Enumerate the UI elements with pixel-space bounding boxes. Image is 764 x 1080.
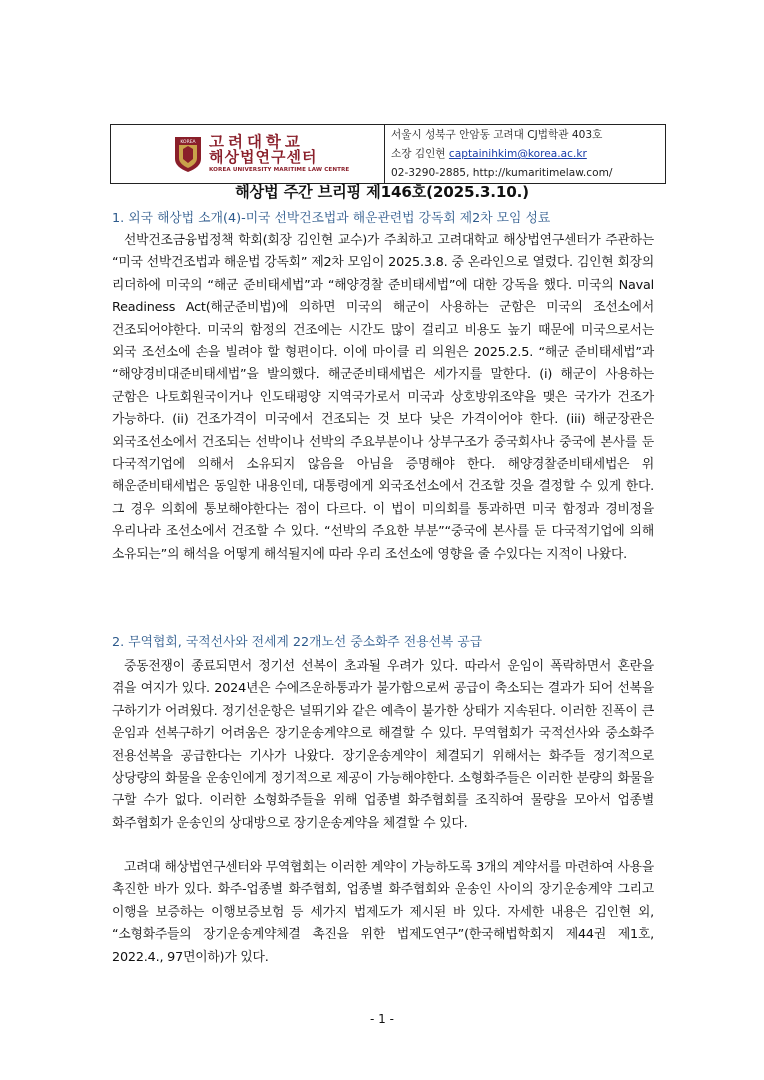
director-line — [391, 145, 659, 164]
emblem-text: KOREA — [180, 140, 196, 145]
email-link[interactable]: captainihkim@korea.ac.kr — [448, 148, 587, 160]
section-2-heading: 2. 무역협회, 국적선사와 전세계 22개노선 중소화주 전용선복 공급 — [112, 635, 483, 650]
phone-web-line: 02-3290-2885, http://kumaritimelaw.com/ — [391, 167, 613, 179]
director-label: 소장 김인현 — [391, 148, 446, 160]
briefing-title: 해상법 주간 브리핑 제146호(2025.3.10.) — [235, 183, 529, 201]
letterhead — [110, 124, 666, 184]
university-emblem-icon — [173, 135, 203, 173]
contact-info — [385, 125, 665, 183]
page-number: - 1 - — [370, 1012, 394, 1026]
section-1-paragraph: 선박건조금융법정책 학회(회장 김인현 교수)가 주최하고 고려대학교 해상법연구센터가 주관하는 “미국 선박건조법과 해운법 강독회” 제2차 모임이 2025.3.8. 중 온라인으로 열렸다. 김인현 회장의 리더하에 미국의 “해군 준비태세법”과 “해양경찰 준비태세법”에 대한 강독을 했다. 미국의 Naval Readiness Act(해군준비법)에 의하면 미국의 해군이 사용하는 군함은 미국의 조선소에서 건조되어야한다. 미국의 함정의 건조에는 시간도 많이 걸리고 비용도 높기 때문에 미국으로서는 외국 조선소에 손을 빌려야 할 형편이다. 이에 마이클 리 의원은 2025.2.5. “해군 준비태세법”과 “해양경비대준비태세법”을 발의했다. 해군준비태세법은 세가지를 말한다. (i) 해군이 사용하는 군함은 나토회원국이거나 인도태평양 지역국가로서 미국과 상호방위조약을 맺은 국가가 건조가 가능하다. (ii) 건조가격이 미국에서 건조되는 것 보다 낮은 가격이어야 한다. (iii) 해군장관은 외국조선소에서 건조되는 선박이나 선박의 주요부분이나 상부구조가 중국회사나 중국에 본사를 둔 다국적기업에 의해서 소유되지 않음을 아님을 증명해야 한다. 해양경찰준비태세법은 위 해운준비태세법은 동일한 내용인데, 대통령에게 외국조선소에서 건조할 것을 결정할 수 있게 한다. 그 경우 의회에 통보해야한다는 점이 다르다. 이 법이 미의회를 통과하면 미국 함정과 경비정을 우리나라 조선소에서 건조할 수 있다. “선박의 주요한 부분”“중국에 본사를 둔 다국적기업에 의해 소유되는”의 해석을 어떻게 해석될지에 따라 우리 조선소에 영향을 줄 수있다는 지적이 나왔다. — [112, 233, 654, 562]
address-line: 서울시 성북구 안암동 고려대 CJ법학관 403호 — [391, 129, 603, 141]
section-1-heading: 1. 외국 해상법 소개(4)-미국 선박건조법과 해운관련법 강독회 제2차 모임 성료 — [112, 211, 551, 226]
section-2-paragraph-1: 중동전쟁이 종료되면서 정기선 선복이 초과될 우려가 있다. 따라서 운임이 폭락하면서 혼란을 겪을 여지가 있다. 2024년은 수에즈운하통과가 불가함으로써 공급이 축소되는 결과가 되어 선복을 구하기가 어려웠다. 정기선운항은 널뛰기와 같은 예측이 불가한 상태가 지속된다. 이러한 진폭이 큰 운임과 선복구하기 어려움은 장기운송계약으로 해결할 수 있다. 무역협회가 국적선사와 중소화주 전용선복을 공급한다는 기사가 나왔다. 장기운송계약이 체결되기 위해서는 화주들 정기적으로 상당량의 화물을 운송인에게 정기적으로 제공이 가능해야한다. 소형화주들은 이러한 분량의 화물을 구할 수가 없다. 이러한 소형화주들을 위해 업종별 화주협회를 조직하여 물량을 모아서 업종별 화주협회가 운송인의 상대방으로 장기운송계약을 체결할 수 있다. — [112, 659, 654, 831]
logo-university-name: 고려대학교 — [209, 133, 304, 152]
logo-english-name: KOREA UNIVERSITY MARITIME LAW CENTRE — [209, 167, 350, 174]
logo-center-name: 해상법연구센터 — [209, 148, 318, 167]
section-2-paragraph-2: 고려대 해상법연구센터와 무역협회는 이러한 계약이 가능하도록 3개의 계약서를 마련하여 사용을 촉진한 바가 있다. 화주-업종별 화주협회, 업종별 화주협회와 운송인 사이의 장기운송계약 그리고 이행을 보증하는 이행보증보험 등 세가지 법제도가 제시된 바 있다. 자세한 내용은 김인현 외, “소형화주들의 장기운송계약체결 촉진을 위한 법제도연구”(한국해법학회지 제44권 제1호, 2022.4., 97면이하)가 있다. — [112, 860, 654, 965]
center-logo — [111, 125, 385, 183]
